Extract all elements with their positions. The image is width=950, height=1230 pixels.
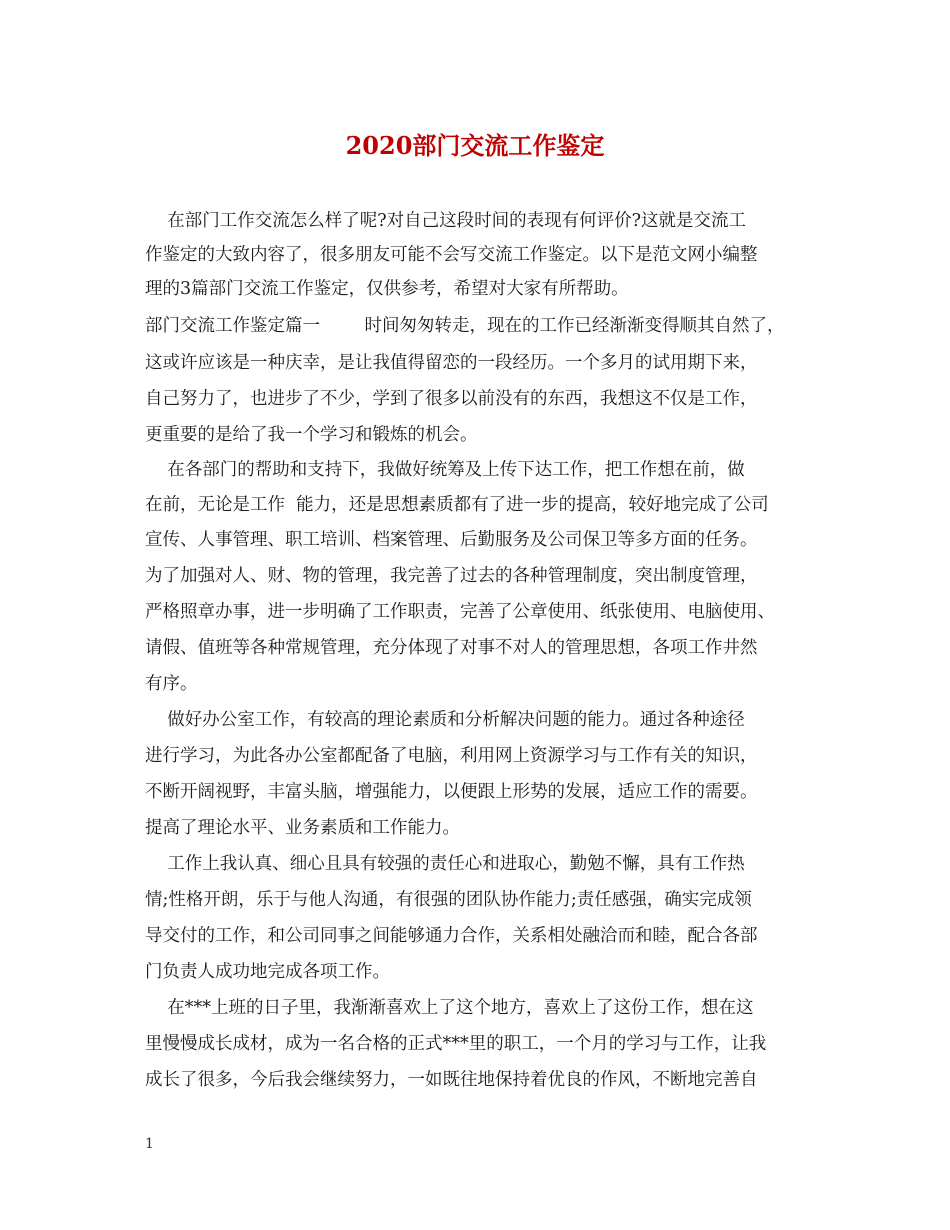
body-line: 自己努力了，也进步了不少，学到了很多以前没有的东西，我想这不仅是工作， bbox=[145, 389, 758, 409]
body-line: 不断开阔视野，丰富头脑，增强能力，以便跟上形势的发展，适应工作的需要。 bbox=[145, 782, 758, 802]
body-line: 这或许应该是一种庆幸，是让我值得留恋的一段经历。一个多月的试用期下来， bbox=[145, 353, 758, 373]
body-line: 在***上班的日子里，我渐渐喜欢上了这个地方，喜欢上了这份工作，想在这 bbox=[145, 998, 754, 1018]
body-line: 请假、值班等各种常规管理，充分体现了对事不对人的管理思想，各项工作井然 bbox=[145, 638, 758, 658]
body-line: 工作上我认真、细心且具有较强的责任心和进取心，勤勉不懈，具有工作热 bbox=[145, 854, 745, 874]
body-line: 在前，无论是工作 能力，还是思想素质都有了进一步的提高，较好地完成了公司 bbox=[145, 495, 769, 515]
body-line: 里慢慢成长成材，成为一名合格的正式***里的职工，一个月的学习与工作，让我 bbox=[145, 1034, 767, 1054]
page-number: 1 bbox=[145, 1136, 154, 1152]
body-line: 做好办公室工作，有较高的理论素质和分析解决问题的能力。通过各种途径 bbox=[145, 710, 745, 730]
body-line: 部门交流工作鉴定篇一 时间匆匆转走，现在的工作已经渐渐变得顺其自然了， bbox=[145, 316, 785, 336]
body-line: 更重要的是给了我一个学习和锻炼的机会。 bbox=[145, 425, 478, 445]
body-line: 为了加强对人、财、物的管理，我完善了过去的各种管理制度，突出制度管理， bbox=[145, 566, 758, 586]
body-line: 在部门工作交流怎么样了呢?对自己这段时间的表现有何评价?这就是交流工 bbox=[145, 211, 747, 231]
body-line: 提高了理论水平、业务素质和工作能力。 bbox=[145, 818, 460, 838]
body-line: 有序。 bbox=[145, 674, 198, 694]
body-line: 进行学习，为此各办公室都配备了电脑，利用网上资源学习与工作有关的知识， bbox=[145, 746, 758, 766]
body-line: 门负责人成功地完成各项工作。 bbox=[145, 962, 390, 982]
body-line: 作鉴定的大致内容了，很多朋友可能不会写交流工作鉴定。以下是范文网小编整 bbox=[145, 245, 758, 265]
body-line: 理的3篇部门交流工作鉴定，仅供参考，希望对大家有所帮助。 bbox=[145, 279, 629, 299]
body-line: 导交付的工作，和公司同事之间能够通力合作，关系相处融洽而和睦，配合各部 bbox=[145, 926, 758, 946]
body-line: 严格照章办事，进一步明确了工作职责，完善了公章使用、纸张使用、电脑使用、 bbox=[145, 602, 775, 622]
body-line: 成长了很多，今后我会继续努力，一如既往地保持着优良的作风，不断地完善自 bbox=[145, 1070, 758, 1090]
document-title: 2020部门交流工作鉴定 bbox=[345, 131, 605, 160]
body-line: 在各部门的帮助和支持下，我做好统筹及上传下达工作，把工作想在前，做 bbox=[145, 460, 745, 480]
body-line: 宣传、人事管理、职工培训、档案管理、后勤服务及公司保卫等多方面的任务。 bbox=[145, 530, 758, 550]
body-line: 情;性格开朗，乐于与他人沟通，有很强的团队协作能力;责任感强，确实完成领 bbox=[145, 890, 752, 910]
